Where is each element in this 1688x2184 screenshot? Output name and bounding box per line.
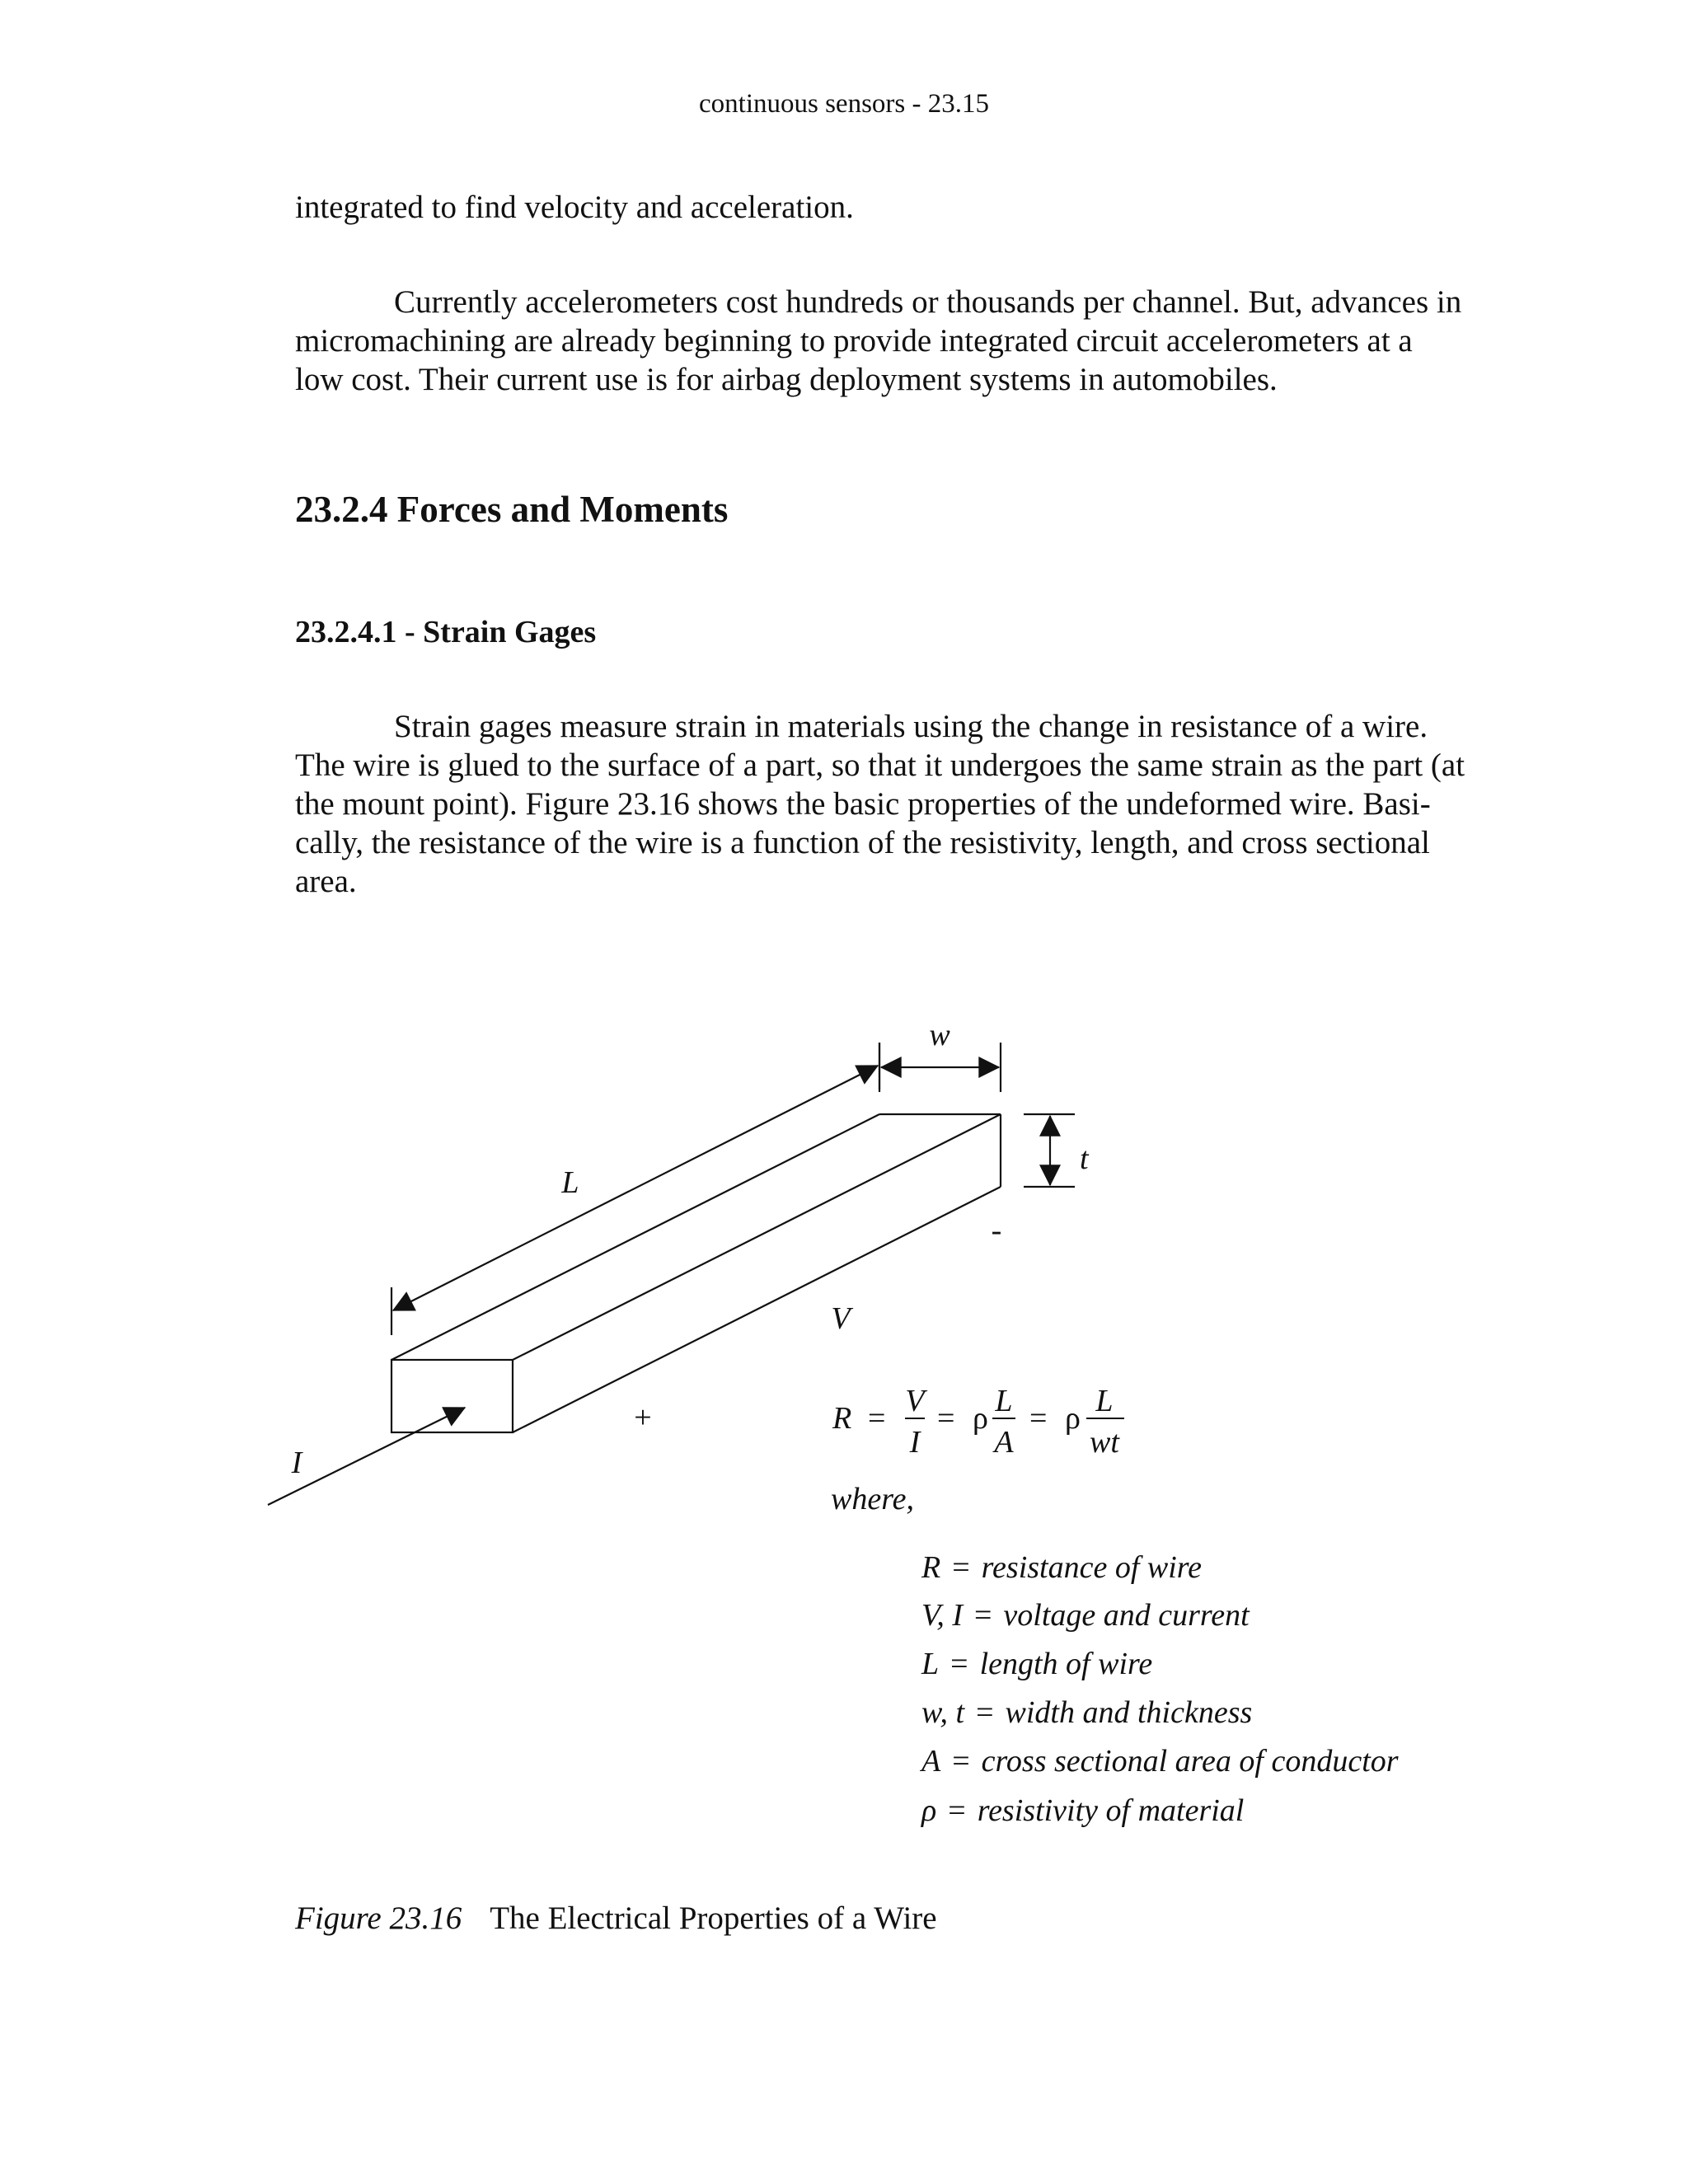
definition-symbol: R xyxy=(921,1550,941,1585)
definition-equals: = xyxy=(950,1647,968,1681)
definition-row xyxy=(921,1793,1244,1829)
definition-meaning: cross sectional area of conductor xyxy=(981,1744,1399,1779)
section-heading: 23.2.4 Forces and Moments xyxy=(295,489,729,530)
resistance-equation xyxy=(832,1384,1124,1460)
paragraph-continuation xyxy=(295,188,1465,227)
figure-caption xyxy=(295,1900,937,1937)
text-line: area. xyxy=(295,864,357,899)
figure-title: The Electrical Properties of a Wire xyxy=(490,1900,937,1936)
text-line: Strain gages measure strain in materials using the change in resistance of a wire. xyxy=(394,709,1428,744)
label-V: V xyxy=(831,1301,851,1336)
wire-diagram xyxy=(0,989,1688,1566)
definition-symbol: A xyxy=(921,1744,941,1779)
text-line: micromachining are already beginning to provide integrated circuit accelerometers at a xyxy=(295,323,1413,359)
figure-number: Figure 23.16 xyxy=(295,1900,462,1936)
label-minus: - xyxy=(991,1213,1002,1248)
text-line: Currently accelerometers cost hundreds or thousands per channel. But, advances in xyxy=(394,284,1462,320)
label-L: L xyxy=(561,1165,579,1200)
text-line: the mount point). Figure 23.16 shows the basic properties of the undeformed wire. Basi- xyxy=(295,786,1431,822)
eq-equals: = xyxy=(1029,1401,1048,1436)
subsection-heading: 23.2.4.1 - Strain Gages xyxy=(295,615,597,649)
definition-equals: = xyxy=(973,1598,992,1633)
label-I: I xyxy=(291,1446,302,1480)
eq-equals: = xyxy=(937,1401,955,1436)
definition-symbol: V, I xyxy=(921,1598,963,1633)
eq-lhs: R xyxy=(832,1401,852,1436)
label-w: w xyxy=(929,1018,950,1052)
eq-equals: = xyxy=(868,1401,886,1436)
text-line: integrated to find velocity and acceleration. xyxy=(295,190,854,225)
eq-frac1-num: V xyxy=(905,1384,925,1418)
definition-symbol: L xyxy=(921,1647,940,1681)
thickness-dimension xyxy=(1024,1114,1075,1187)
definition-row xyxy=(921,1743,1399,1779)
definition-meaning: length of wire xyxy=(979,1647,1153,1681)
page-header: continuous sensors - 23.15 xyxy=(699,89,989,119)
definition-row xyxy=(921,1597,1250,1633)
definition-meaning: resistivity of material xyxy=(977,1793,1245,1828)
definition-row xyxy=(921,1646,1152,1682)
paragraph-accelerometer-cost xyxy=(295,283,1465,399)
text-line: cally, the resistance of the wire is a function of the resistivity, length, and cross sectional xyxy=(295,825,1430,860)
eq-rho: ρ xyxy=(973,1401,988,1436)
definition-meaning: resistance of wire xyxy=(981,1550,1203,1585)
definition-equals: = xyxy=(948,1793,966,1828)
definition-meaning: voltage and current xyxy=(1003,1598,1250,1633)
eq-frac2-den: A xyxy=(994,1425,1014,1460)
definition-equals: = xyxy=(952,1550,970,1585)
definition-row xyxy=(921,1694,1252,1731)
definition-symbol: w, t xyxy=(921,1695,965,1730)
eq-frac2-num: L xyxy=(995,1384,1013,1418)
definition-symbol: ρ xyxy=(921,1793,937,1828)
definition-equals: = xyxy=(976,1695,994,1730)
definition-meaning: width and thickness xyxy=(1005,1695,1253,1730)
text-line: The wire is glued to the surface of a part, so that it undergoes the same strain as the part (at xyxy=(295,748,1465,783)
eq-frac1-den: I xyxy=(909,1425,921,1460)
eq-rho: ρ xyxy=(1065,1401,1081,1436)
eq-frac3-num: L xyxy=(1095,1384,1114,1418)
definition-equals: = xyxy=(952,1744,970,1779)
length-dimension xyxy=(392,1043,879,1335)
where-label: where, xyxy=(831,1482,914,1516)
label-plus: + xyxy=(634,1400,652,1435)
text-line: low cost. Their current use is for airbag deployment systems in automobiles. xyxy=(295,362,1278,397)
definition-row xyxy=(921,1549,1202,1586)
eq-frac3-den: wt xyxy=(1090,1425,1119,1460)
label-t: t xyxy=(1080,1141,1089,1176)
paragraph-strain-gages xyxy=(295,707,1465,901)
